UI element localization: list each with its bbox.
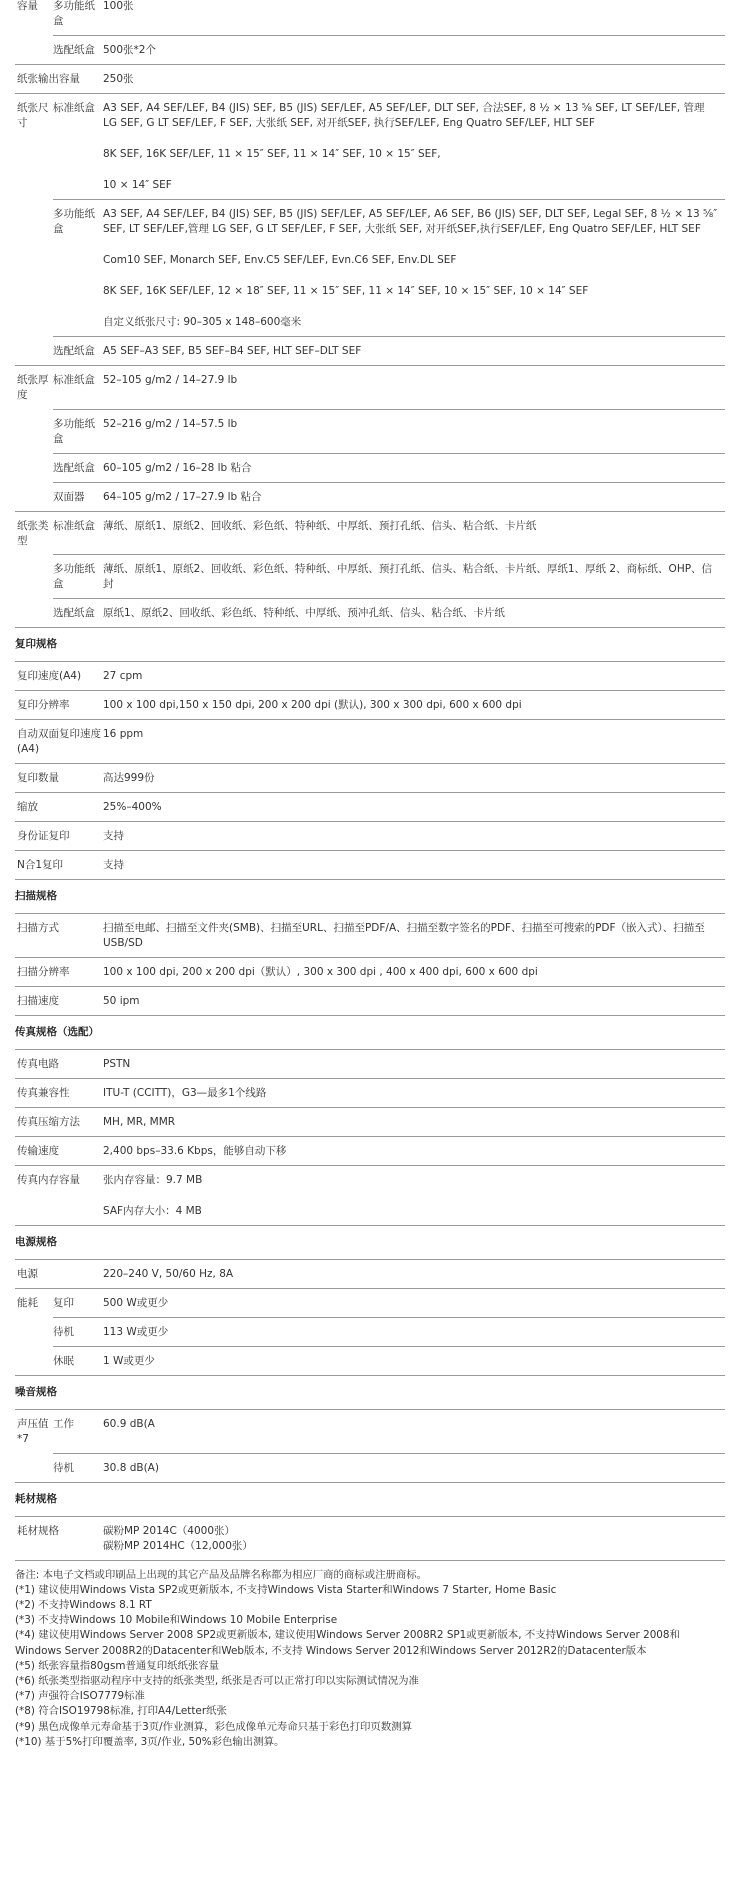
section-heading-row [15,1482,725,1516]
section-heading: 传真规格（选配） [15,1016,725,1050]
footnotes [15,1568,725,1750]
spec-sublabel: 选配纸盒 [53,337,103,366]
spec-row [15,65,725,94]
spec-label [15,1318,53,1347]
spec-value-line: 60–105 g/m2 / 16–28 lb 粘合 [103,461,252,474]
spec-label: 缩放 [15,793,103,822]
spec-value [103,1410,725,1454]
spec-value [103,1079,725,1108]
spec-row [15,200,725,337]
spec-value-line: 100 x 100 dpi,150 x 150 dpi, 200 x 200 dpi (默认), 300 x 300 dpi, 600 x 600 dpi [103,699,522,711]
spec-label [15,1453,53,1482]
spec-value [103,793,725,822]
footnote-line: 备注: 本电子文档或印刷品上出现的其它产品及品牌名称都为相应厂商的商标或注册商标。 [15,1568,428,1581]
spec-label: 容量 [17,0,38,12]
spec-value-line: 30.8 dB(A) [103,1461,159,1474]
spec-value-line: 52–216 g/m2 / 14–57.5 lb [103,417,238,430]
spec-value-line: SAF内存大小：4 MB [103,1205,202,1217]
spec-label: 传输速度 [15,1137,103,1166]
section-heading: 复印规格 [15,628,725,662]
spec-value [103,691,725,720]
spec-value [103,851,725,880]
spec-row [15,1260,725,1289]
spec-row [15,764,725,793]
spec-row [15,720,725,764]
spec-label: 传真压缩方法 [15,1108,103,1137]
spec-row [15,662,725,691]
spec-sublabel: 待机 [53,1453,103,1482]
spec-value-line: 25%–400% [103,801,162,813]
spec-value [103,987,725,1016]
spec-row [15,599,725,628]
spec-sublabel: 复印 [53,1289,103,1318]
spec-label: 耗材规格 [15,1516,103,1560]
spec-sublabel: 多功能纸盒 [53,409,103,453]
spec-value [103,662,725,691]
spec-value [103,409,725,453]
spec-value-line: MH, MR, MMR [103,1116,176,1128]
spec-value [103,764,725,793]
spec-value-line: A3 SEF, A4 SEF/LEF, B4 (JIS) SEF, B5 (JIS) SEF/LEF, A5 SEF/LEF, A6 SEF, B6 (JIS) SEF, DLT SEF, Legal SEF, 8 ½ × 13 ⅝″ SEF, LT SEF/LEF,管理 LG SEF, G LT SEF/LEF, F SEF, 大张纸 SEF, 对开纸SEF,执行SEF/LEF, Eng Quatro SEF/LEF, HLT SEF [103,208,718,235]
spec-label [15,36,53,65]
spec-sublabel: 标准纸盒 [53,94,103,200]
spec-value [103,1453,725,1482]
spec-value [103,599,725,628]
spec-value-line: A5 SEF–A3 SEF, B5 SEF–B4 SEF, HLT SEF–DLT SEF [103,345,362,357]
spec-row [15,1347,725,1376]
spec-value-line: 薄纸、原纸1、原纸2、回收纸、彩色纸、特种纸、中厚纸、预打孔纸、信头、粘合纸、卡片纸、厚纸1、厚纸 2、商标纸、OHP、信封 [103,563,713,590]
footnote-line: (*3) 不支持Windows 10 Mobile和Windows 10 Mobile Enterprise [15,1614,338,1627]
spec-label: 传真内存容量 [15,1166,103,1226]
spec-row [15,793,725,822]
spec-sublabel: 标准纸盒 [53,511,103,555]
spec-sublabel: 双面器 [53,482,103,511]
spec-row [15,337,725,366]
spec-row [15,958,725,987]
spec-value-line: 薄纸、原纸1、原纸2、回收纸、彩色纸、特种纸、中厚纸、预打孔纸、信头、粘合纸、卡片纸 [103,519,537,532]
spec-value-line: 52–105 g/m2 / 14–27.9 lb [103,374,238,386]
spec-value [103,720,725,764]
spec-sheet [15,0,725,1750]
footnote-line: (*9) 黑色成像单元寿命基于3页/作业测算，彩色成像单元寿命只基于彩色打印页数测算 [15,1720,412,1733]
footnote-line: (*5) 纸张容量指80gsm普通复印纸纸张容量 [15,1659,220,1672]
spec-table [15,0,725,1561]
footnote-line: (*6) 纸张类型指驱动程序中支持的纸张类型, 纸张是否可以正常打印以实际测试情况为准 [15,1674,419,1687]
spec-value-line: 250张 [103,73,134,85]
spec-value-line: ITU-T (CCITT)，G3—最多1个线路 [103,1087,267,1099]
section-heading: 耗材规格 [15,1482,725,1516]
spec-row [15,453,725,482]
spec-value-line: 500张*2个 [103,44,156,56]
spec-label: 扫描速度 [15,987,103,1016]
spec-label: 复印速度(A4) [15,662,103,691]
spec-label: 电源 [15,1260,103,1289]
spec-value-line: 10 × 14″ SEF [103,179,172,191]
spec-value [103,1516,725,1560]
spec-value [103,914,725,958]
footnote-line: (*8) 符合ISO19798标准, 打印A4/Letter纸张 [15,1705,227,1718]
spec-label: 扫描方式 [15,914,103,958]
spec-row [15,366,725,410]
spec-label [15,482,53,511]
spec-row [15,914,725,958]
spec-row [15,1079,725,1108]
spec-sublabel: 多功能纸盒 [53,555,103,599]
spec-row [15,1410,725,1454]
spec-row [15,555,725,599]
spec-value [103,1137,725,1166]
spec-row [15,94,725,200]
spec-value-line: 220–240 V, 50/60 Hz, 8A [103,1268,234,1280]
spec-value-line: 2,400 bps–33.6 Kbps，能够自动下移 [103,1145,287,1157]
spec-row [15,1108,725,1137]
spec-value-line: 60.9 dB(A [103,1418,155,1430]
spec-value-line: 16 ppm [103,728,144,740]
spec-value-line: PSTN [103,1058,131,1070]
spec-sublabel: 多功能纸盒 [53,200,103,337]
section-heading-row [15,1376,725,1410]
spec-value [103,0,725,36]
footnote-line: (*1) 建议使用Windows Vista SP2或更新版本, 不支持Windows Vista Starter和Windows 7 Starter, Home Basic [15,1583,557,1596]
spec-label: 扫描分辨率 [15,958,103,987]
spec-label [15,453,53,482]
spec-value-line: 1 W或更少 [103,1355,155,1367]
spec-row [15,691,725,720]
spec-value [103,200,725,337]
spec-value-line: 原纸1、原纸2、回收纸、彩色纸、特种纸、中厚纸、预冲孔纸、信头、粘合纸、卡片纸 [103,607,505,619]
spec-value-line: Com10 SEF, Monarch SEF, Env.C5 SEF/LEF, Evn.C6 SEF, Env.DL SEF [103,254,457,266]
spec-value-line: 自定义纸张尺寸: 90–305 x 148–600毫米 [103,316,302,328]
spec-row [15,1137,725,1166]
spec-label: 纸张输出容量 [15,65,103,94]
footnote-line: (*7) 声强符合ISO7779标准 [15,1690,145,1703]
spec-label: 复印数量 [15,764,103,793]
spec-label: 声压值 *7 [17,1418,49,1445]
spec-row [15,1318,725,1347]
spec-row [15,511,725,555]
spec-value [103,366,725,410]
spec-value [103,94,725,200]
spec-label [15,409,53,453]
spec-label: 身份证复印 [15,822,103,851]
section-heading-row [15,1226,725,1260]
spec-label: N合1复印 [15,851,103,880]
spec-row [15,1289,725,1318]
spec-row [15,987,725,1016]
spec-value [103,482,725,511]
spec-value-line: 高达999份 [103,772,155,784]
spec-value-line: 113 W或更少 [103,1326,169,1338]
spec-label: 纸张尺寸 [17,102,49,129]
spec-value-line: 27 cpm [103,670,143,682]
spec-label: 自动双面复印速度(A4) [15,720,103,764]
spec-row [15,409,725,453]
footnote-line: (*10) 基于5%打印覆盖率, 3页/作业, 50%彩色输出测算。 [15,1735,285,1748]
spec-sublabel: 休眠 [53,1347,103,1376]
spec-value [103,337,725,366]
spec-value [103,36,725,65]
spec-value-line: 支持 [103,859,124,871]
spec-label: 能耗 [17,1297,38,1309]
spec-sublabel: 工作 [53,1410,103,1454]
spec-sublabel: 待机 [53,1318,103,1347]
spec-value-line: A3 SEF, A4 SEF/LEF, B4 (JIS) SEF, B5 (JIS) SEF/LEF, A5 SEF/LEF, DLT SEF, 合法SEF, 8 ½ × 13 ⅝ SEF, LT SEF/LEF, 管理 LG SEF, G LT SEF/LEF, F SEF, 大张纸 SEF, 对开纸SEF, 执行SEF/LEF, Eng Quatro SEF/LEF, HLT SEF [103,102,705,129]
spec-value [103,511,725,555]
spec-value-line: 500 W或更少 [103,1297,169,1309]
spec-row [15,1453,725,1482]
spec-value [103,1050,725,1079]
spec-label [15,555,53,599]
spec-value-line: 碳粉MP 2014C（4000张） 碳粉MP 2014HC（12,000张） [103,1524,253,1552]
spec-row [15,1516,725,1560]
spec-value-line: 8K SEF, 16K SEF/LEF, 11 × 15″ SEF, 11 × 14″ SEF, 10 × 15″ SEF, [103,148,441,160]
spec-value-line: 支持 [103,830,124,842]
spec-sublabel: 标准纸盒 [53,366,103,410]
spec-value [103,1166,725,1226]
section-heading-row [15,880,725,914]
spec-value [103,453,725,482]
spec-sublabel: 选配纸盒 [53,453,103,482]
spec-row [15,1050,725,1079]
spec-value [103,1347,725,1376]
spec-label [15,1347,53,1376]
section-heading-row [15,628,725,662]
spec-label [15,200,53,337]
spec-value-line: 64–105 g/m2 / 17–27.9 lb 粘合 [103,490,262,503]
spec-value [103,1260,725,1289]
spec-label: 纸张类型 [17,519,49,547]
spec-value [103,958,725,987]
section-heading: 扫描规格 [15,880,725,914]
spec-row [15,822,725,851]
footnote-line: (*4) 建议使用Windows Server 2008 SP2或更新版本, 建议使用Windows Server 2008R2 SP1或更新版本, 不支持Windows Server 2008和Windows Server 2008R2的Datacenter和Web版本, 不支持 Windows Server 2012和Windows Server 2012R2的Datacenter版本 [15,1629,680,1657]
spec-row [15,851,725,880]
spec-sublabel: 多功能纸盒 [53,0,103,36]
spec-row [15,1166,725,1226]
spec-sublabel: 选配纸盒 [53,599,103,628]
section-heading: 电源规格 [15,1226,725,1260]
spec-row [15,36,725,65]
spec-value [103,1289,725,1318]
spec-value-line: 100 x 100 dpi, 200 x 200 dpi（默认）, 300 x 300 dpi , 400 x 400 dpi, 600 x 600 dpi [103,966,538,978]
footnote-line: (*2) 不支持Windows 8.1 RT [15,1598,152,1611]
spec-value-line: 8K SEF, 16K SEF/LEF, 12 × 18″ SEF, 11 × 15″ SEF, 11 × 14″ SEF, 10 × 15″ SEF, 10 × 14″ SEF [103,285,589,297]
spec-sublabel: 选配纸盒 [53,36,103,65]
spec-label: 传真电路 [15,1050,103,1079]
section-heading-row [15,1016,725,1050]
spec-value [103,1318,725,1347]
spec-value-line: 100张 [103,0,134,12]
spec-row [15,482,725,511]
spec-label [15,337,53,366]
spec-value [103,555,725,599]
spec-value [103,822,725,851]
spec-value-line: 50 ipm [103,995,140,1007]
section-heading: 噪音规格 [15,1376,725,1410]
spec-label: 纸张厚度 [17,374,49,401]
spec-label: 复印分辨率 [15,691,103,720]
spec-value [103,65,725,94]
spec-value-line: 张内存容量：9.7 MB [103,1174,203,1186]
spec-row [15,0,725,36]
spec-label [15,599,53,628]
spec-value-line: 扫描至电邮、扫描至文件夹(SMB)、扫描至URL、扫描至PDF/A、扫描至数字签名的PDF、扫描至可搜索的PDF（嵌入式）、扫描至USB/SD [103,922,705,949]
spec-value [103,1108,725,1137]
spec-label: 传真兼容性 [15,1079,103,1108]
